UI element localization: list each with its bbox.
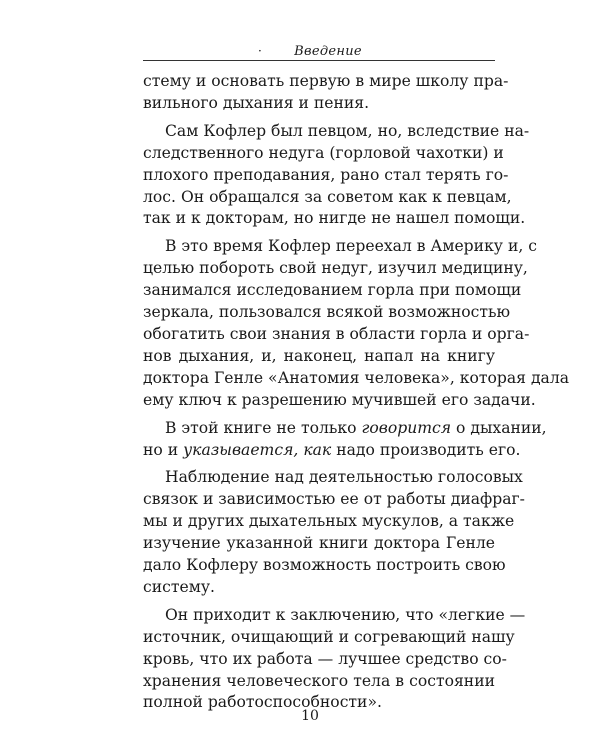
text-line	[143, 418, 547, 440]
text-line: хранения человеческого тела в состоянии	[143, 671, 495, 690]
paragraph-1	[143, 71, 509, 115]
text-run: но и	[143, 440, 184, 459]
text-run: В этой книге не только	[165, 418, 362, 437]
text-line: лос. Он обращался за советом как к певцам,	[143, 187, 512, 206]
text-line: целью побороть свой недуг, изучил медицину,	[143, 259, 528, 278]
text-line: ему ключ к разрешению мучившей его задачи.	[143, 390, 536, 409]
text-line: источник, очищающий и согревающий нашу	[143, 627, 515, 646]
text-line: мы и других дыхательных мускулов, а также	[143, 512, 515, 531]
header-rule	[143, 60, 495, 61]
text-line: систему.	[143, 577, 215, 596]
running-head-title: Введение	[294, 44, 362, 59]
paragraph-6	[143, 605, 526, 715]
text-line: плохого преподавания, рано стал терять го-	[143, 165, 509, 184]
emphasis-text: говорится	[361, 418, 452, 437]
text-line: вильного дыхания и пения.	[143, 93, 370, 112]
text-run: надо производить его.	[331, 440, 521, 459]
body-text	[143, 71, 570, 714]
page-number: 10	[301, 708, 319, 724]
text-line: В это время Кофлер переехал в Америку и, с	[165, 237, 537, 256]
paragraph-5	[143, 467, 525, 598]
text-line: Наблюдение над деятельностью голосовых	[165, 468, 523, 487]
paragraph-4	[143, 418, 547, 462]
text-line: зеркала, пользовался всякой возможностью	[143, 303, 511, 322]
text-line	[143, 440, 521, 462]
text-line: полной работоспособности».	[143, 693, 382, 712]
text-line: кровь, что их работа — лучшее средство со-	[143, 649, 507, 668]
text-line: следственного недуга (горловой чахотки) и	[143, 143, 504, 162]
text-line: дало Кофлеру возможность построить свою	[143, 556, 506, 575]
text-line: обогатить свои знания в области горла и орга-	[143, 324, 530, 343]
text-run: о дыхании,	[451, 418, 547, 437]
text-line: так и к докторам, но нигде не нашел помощи.	[143, 209, 526, 228]
text-line: доктора Генле «Анатомия человека», которая дала	[143, 368, 570, 387]
running-head	[143, 40, 495, 60]
text-line: Сам Кофлер был певцом, но, вследствие на-	[165, 121, 530, 140]
paragraph-3	[143, 236, 570, 411]
paragraph-2	[143, 121, 530, 231]
text-line: Он приходит к заключению, что «легкие —	[165, 605, 526, 624]
text-line: изучение указанной книги доктора Генле	[143, 534, 495, 553]
text-line: занимался исследованием горла при помощи	[143, 281, 522, 300]
running-head-bullet: ·	[258, 44, 262, 58]
emphasis-text: указывается, как	[183, 440, 332, 459]
text-line: нов дыхания, и, наконец, напал на книгу	[143, 346, 495, 365]
text-line: стему и основать первую в мире школу пра-	[143, 72, 509, 90]
text-line: связок и зависимостью ее от работы диафраг-	[143, 490, 525, 509]
